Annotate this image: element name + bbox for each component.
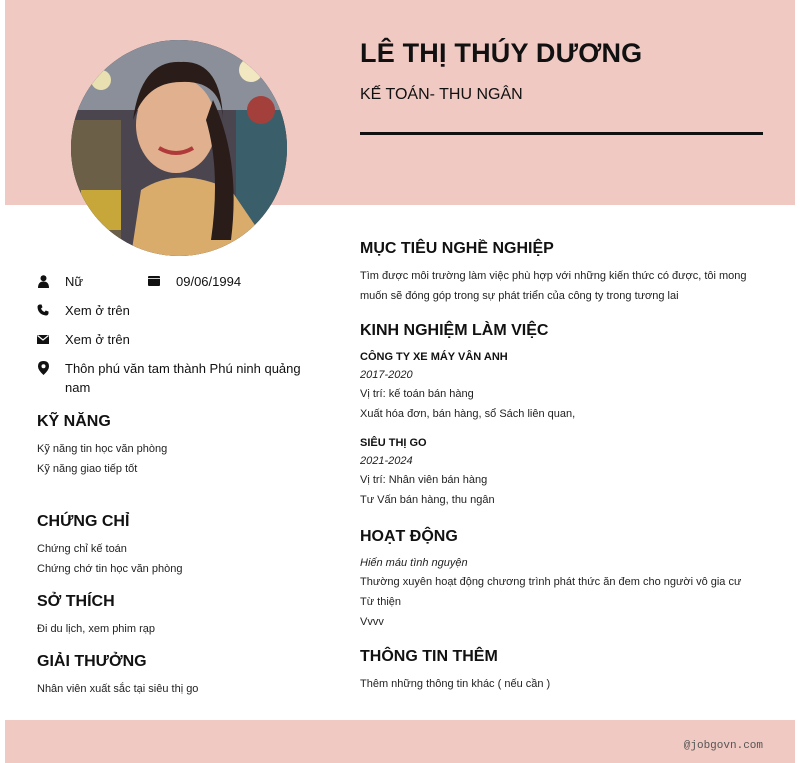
footer-band: [5, 720, 795, 763]
job-description: Xuất hóa đơn, bán hàng, sổ Sách liên quan,: [360, 408, 576, 420]
calendar-icon: [148, 274, 160, 288]
person-icon: [37, 274, 49, 288]
skills-title: KỸ NĂNG: [37, 413, 111, 430]
info-row-gender-birthdate: [37, 272, 307, 291]
info-row-address: [37, 359, 307, 397]
objective-section: [360, 240, 763, 306]
list-item: Kỹ năng giao tiếp tốt: [37, 463, 138, 475]
job-period: 2021-2024: [360, 455, 413, 467]
job-entry: [360, 434, 763, 510]
job-description: Tư Vấn bán hàng, thu ngân: [360, 494, 495, 506]
candidate-role: KẾ TOÁN- THU NGÂN: [360, 86, 523, 103]
list-item: Nhân viên xuất sắc tại siêu thị go: [37, 683, 199, 695]
left-column: [37, 272, 307, 699]
email-value: Xem ở trên: [65, 332, 130, 347]
job-period: 2017-2020: [360, 369, 413, 381]
birthdate-value: 09/06/1994: [176, 274, 242, 289]
mail-icon: [37, 332, 49, 346]
right-column: [360, 240, 763, 694]
objective-text: Tìm được môi trường làm việc phù hợp với những kiến thức có được, tôi mong muốn sẽ đóng góp trong sự phát triển của công ty trong tương lai: [360, 270, 747, 302]
header-divider: [360, 132, 763, 135]
activity-line: Từ thiện: [360, 596, 401, 608]
phone-icon: [37, 303, 49, 317]
location-pin-icon: [37, 361, 49, 375]
additional-title: THÔNG TIN THÊM: [360, 648, 498, 665]
job-position: Vị trí: Nhân viên bán hàng: [360, 474, 488, 486]
company-name: CÔNG TY XE MÁY VÂN ANH: [360, 351, 508, 363]
info-row-email: [37, 330, 307, 349]
additional-text: Thêm những thông tin khác ( nếu cần ): [360, 678, 551, 690]
job-position: Vị trí: kế toán bán hàng: [360, 388, 474, 400]
certificates-title: CHỨNG CHỈ: [37, 513, 130, 530]
awards-section: [37, 653, 307, 699]
certificates-section: [37, 513, 307, 579]
list-item: Chứng chớ tin học văn phòng: [37, 563, 183, 575]
hobbies-title: SỞ THÍCH: [37, 593, 115, 610]
list-item: Chứng chỉ kế toán: [37, 543, 127, 555]
footer-watermark: @jobgovn.com: [683, 740, 763, 752]
job-entry: [360, 348, 763, 424]
activity-line: Thường xuyên hoạt động chương trình phát thức ăn đem cho người vô gia cư: [360, 576, 742, 588]
avatar: [71, 40, 287, 256]
company-name: SIÊU THỊ GO: [360, 437, 427, 449]
list-item: Đi du lịch, xem phim rạp: [37, 623, 155, 635]
experience-section: [360, 322, 763, 510]
activity-name: Hiến máu tình nguyện: [360, 557, 468, 569]
info-row-phone: [37, 301, 307, 320]
cv-page: [5, 0, 795, 763]
additional-section: [360, 648, 763, 694]
hobbies-section: [37, 593, 307, 639]
candidate-name: LÊ THỊ THÚY DƯƠNG: [360, 38, 643, 68]
experience-title: KINH NGHIỆM LÀM VIỆC: [360, 322, 549, 339]
address-value: Thôn phú văn tam thành Phú ninh quảng nam: [65, 361, 301, 395]
activities-section: [360, 528, 763, 632]
activities-title: HOẠT ĐỘNG: [360, 528, 458, 545]
objective-title: MỤC TIÊU NGHỀ NGHIỆP: [360, 240, 554, 257]
list-item: Kỹ năng tin học văn phòng: [37, 443, 168, 455]
gender-value: Nữ: [65, 274, 84, 289]
skills-section: [37, 413, 307, 479]
activity-line: Vvvv: [360, 616, 384, 628]
awards-title: GIẢI THƯỞNG: [37, 653, 147, 670]
phone-value: Xem ở trên: [65, 303, 130, 318]
